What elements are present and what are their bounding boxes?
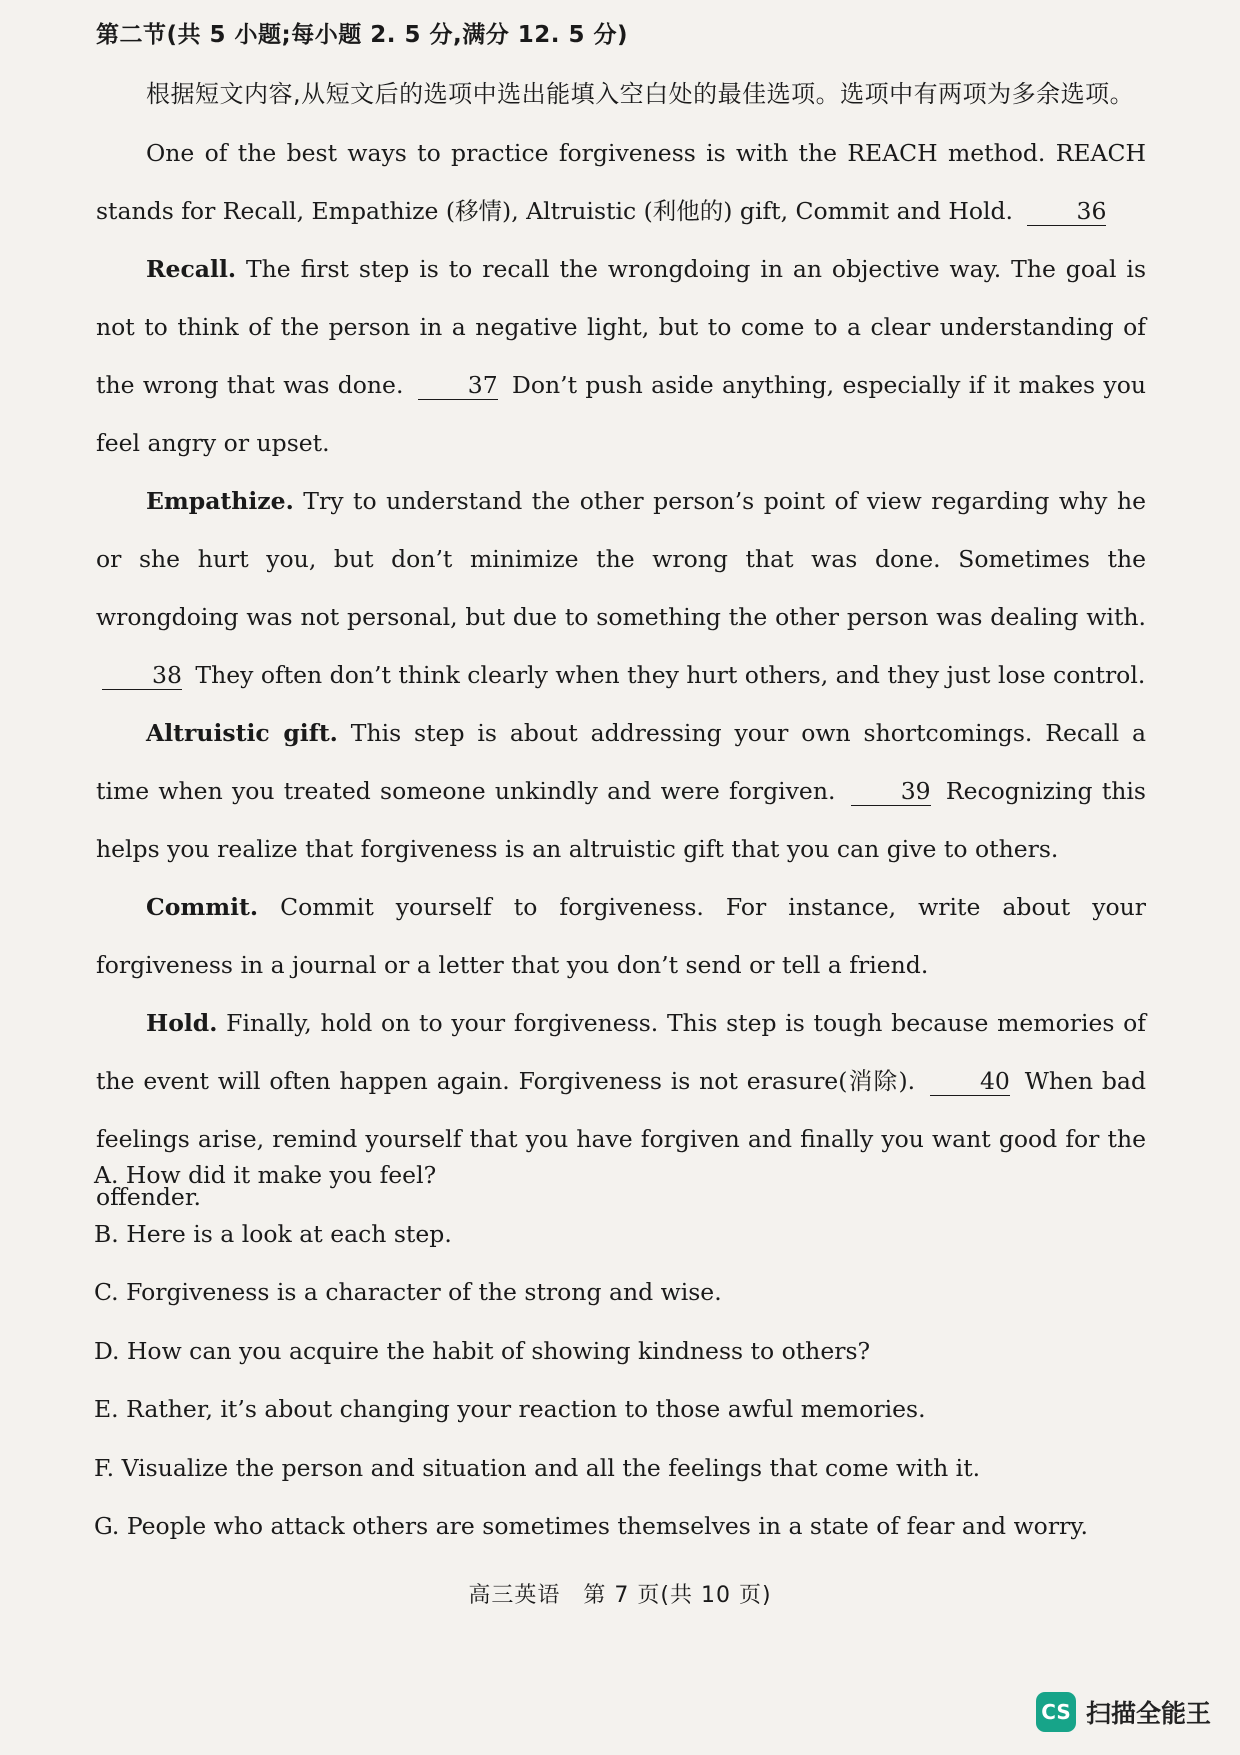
paragraph-commit bbox=[96, 878, 1146, 994]
blank-39: 39 bbox=[851, 777, 931, 806]
option-b: B. Here is a look at each step. bbox=[94, 1219, 452, 1248]
paragraph-text: This step is about addressing your own shortcomings. Recall a time when you treated someone unkindly and were forgiven. bbox=[96, 719, 1146, 805]
paragraph-text: The first step is to recall the wrongdoing in an objective way. The goal is not to think of the person in a negative light, but to come to a clear understanding of the wrong that was done. bbox=[96, 255, 1146, 399]
blank-38: 38 bbox=[102, 661, 182, 690]
paragraph-intro bbox=[96, 124, 1146, 240]
paragraph-heading: Commit. bbox=[146, 893, 259, 921]
options-list bbox=[94, 1146, 1088, 1556]
passage bbox=[96, 124, 1146, 1226]
paragraph-heading: Altruistic gift. bbox=[146, 719, 338, 747]
option-d: D. How can you acquire the habit of showing kindness to others? bbox=[94, 1336, 871, 1365]
section-heading: 第二节(共 5 小题;每小题 2. 5 分,满分 12. 5 分) bbox=[96, 22, 629, 48]
blank-36: 36 bbox=[1027, 197, 1107, 226]
option-g: G. People who attack others are sometimes themselves in a state of fear and worry. bbox=[94, 1512, 1088, 1540]
paragraph-heading: Recall. bbox=[146, 255, 237, 283]
blank-40: 40 bbox=[930, 1067, 1010, 1096]
paragraph-text: Commit yourself to forgiveness. For instance, write about your forgiveness in a journal or a letter that you don’t send or tell a friend. bbox=[96, 893, 1146, 979]
paragraph-empathize bbox=[96, 472, 1146, 704]
paragraph-heading: Hold. bbox=[146, 1009, 218, 1037]
paragraph-text: Recognizing this helps you realize that forgiveness is an altruistic gift that you can give to others. bbox=[96, 777, 1146, 863]
paragraph-text: When bad feelings arise, remind yourself that you have forgiven and finally you want good for the offender. bbox=[96, 1067, 1146, 1211]
option-c: C. Forgiveness is a character of the strong and wise. bbox=[94, 1278, 722, 1306]
instructions: 根据短文内容,从短文后的选项中选出能填入空白处的最佳选项。选项中有两项为多余选项。 bbox=[146, 80, 1135, 108]
paragraph-text: Try to understand the other person’s point of view regarding why he or she hurt you, but don’t minimize the wrong that was done. Sometimes the wrongdoing was not personal, but due to something the other person was dealing with. bbox=[96, 487, 1146, 631]
option-a: A. How did it make you feel? bbox=[94, 1161, 437, 1189]
paragraph-text: They often don’t think clearly when they hurt others, and they just lose control. bbox=[195, 661, 1146, 689]
paragraph-heading: Empathize. bbox=[146, 487, 294, 515]
paragraph-altruistic-gift bbox=[96, 704, 1146, 878]
option-e: E. Rather, it’s about changing your reaction to those awful memories. bbox=[94, 1395, 926, 1423]
paragraph-text: Don’t push aside anything, especially if it makes you feel angry or upset. bbox=[96, 371, 1146, 457]
paragraph-text: Finally, hold on to your forgiveness. This step is tough because memories of the event will often happen again. Forgiveness is not erasure(消除). bbox=[96, 1009, 1146, 1095]
option-f: F. Visualize the person and situation and all the feelings that come with it. bbox=[94, 1453, 981, 1482]
paragraph-recall bbox=[96, 240, 1146, 472]
camscanner-icon: CS bbox=[1036, 1692, 1076, 1732]
camscanner-label: 扫描全能王 bbox=[1086, 1699, 1212, 1728]
blank-37: 37 bbox=[418, 371, 498, 400]
paragraph-text: One of the best ways to practice forgiveness is with the REACH method. REACH stands for Recall, Empathize (移情), Altruistic (利他的) gift, Commit and Hold. bbox=[96, 139, 1146, 225]
camscanner-watermark bbox=[1036, 1692, 1211, 1732]
page-footer: 高三英语 第 7 页(共 10 页) bbox=[468, 1583, 772, 1608]
